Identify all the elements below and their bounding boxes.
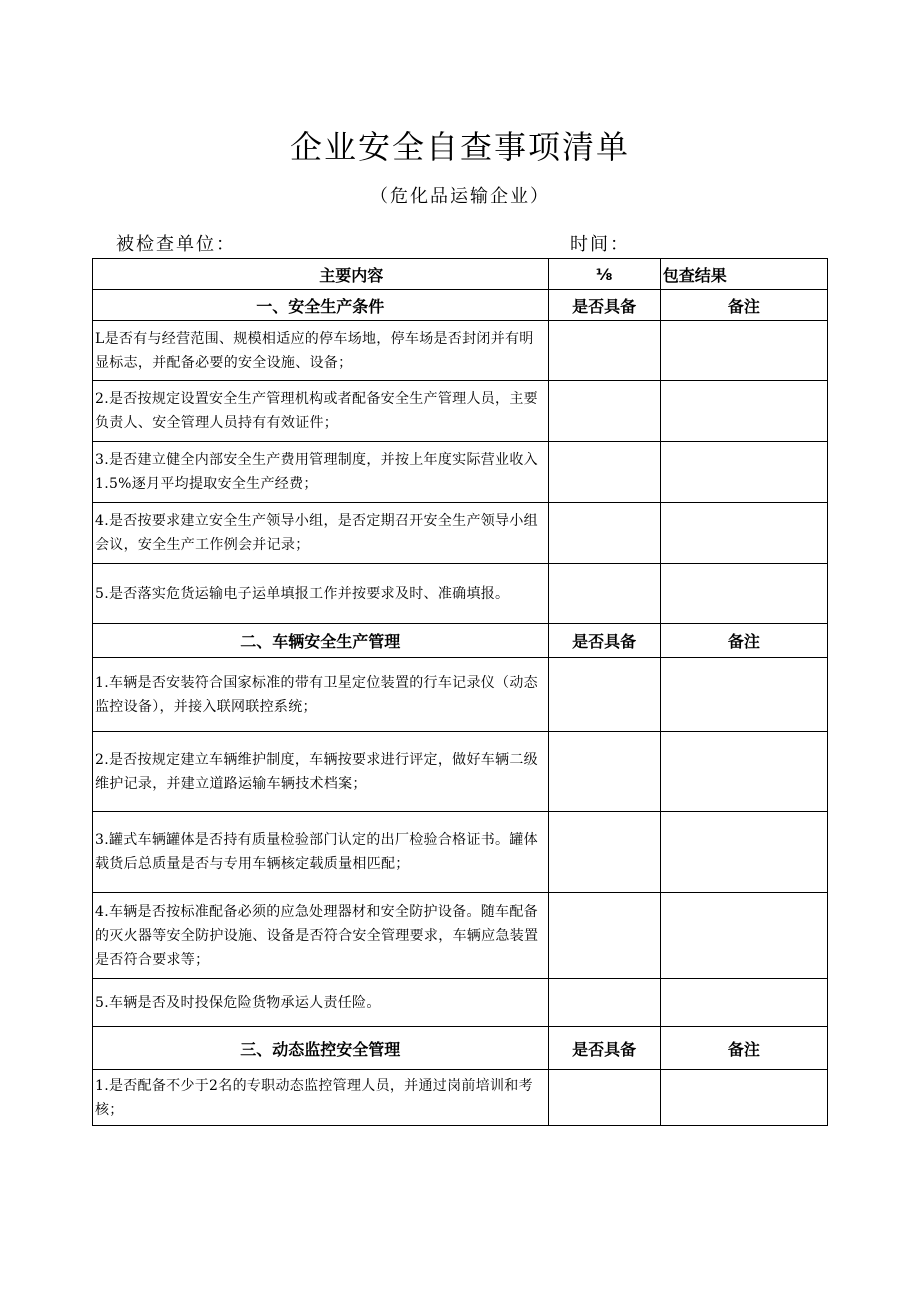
has-cell[interactable] bbox=[548, 381, 660, 442]
table-header-row bbox=[93, 259, 828, 290]
table-row bbox=[93, 321, 828, 381]
has-cell[interactable] bbox=[548, 503, 660, 564]
section-col-has: 是否具备 bbox=[548, 624, 660, 658]
section-col-has: 是否具备 bbox=[548, 1027, 660, 1070]
table-row bbox=[93, 658, 828, 732]
has-cell[interactable] bbox=[548, 979, 660, 1027]
item-text: 5.是否落实危货运输电子运单填报工作并按要求及时、准确填报。 bbox=[93, 564, 549, 624]
header-check-result: 包查结果 bbox=[660, 259, 827, 290]
section-header-row bbox=[93, 290, 828, 321]
note-cell[interactable] bbox=[660, 321, 827, 381]
note-cell[interactable] bbox=[660, 812, 827, 893]
section-col-note: 备注 bbox=[660, 290, 827, 321]
table-row bbox=[93, 503, 828, 564]
item-text: 4.是否按要求建立安全生产领导小组，是否定期召开安全生产领导小组会议，安全生产工作例会并记录； bbox=[93, 503, 549, 564]
has-cell[interactable] bbox=[548, 893, 660, 979]
inspected-unit-label: 被检查单位： bbox=[116, 234, 236, 255]
table-row bbox=[93, 812, 828, 893]
note-cell[interactable] bbox=[660, 564, 827, 624]
item-text: 2.是否按规定建立车辆维护制度，车辆按要求进行评定，做好车辆二级维护记录，并建立道路运输车辆技术档案； bbox=[93, 732, 549, 812]
table-row bbox=[93, 732, 828, 812]
note-cell[interactable] bbox=[660, 979, 827, 1027]
section-title: 三、动态监控安全管理 bbox=[93, 1027, 549, 1070]
has-cell[interactable] bbox=[548, 442, 660, 503]
note-cell[interactable] bbox=[660, 893, 827, 979]
table-row bbox=[93, 442, 828, 503]
item-text: 3.罐式车辆罐体是否持有质量检验部门认定的出厂检验合格证书。罐体载货后总质量是否与专用车辆核定载质量相匹配； bbox=[93, 812, 549, 893]
section-col-has: 是否具备 bbox=[548, 290, 660, 321]
has-cell[interactable] bbox=[548, 658, 660, 732]
header-fraction: ⅛ bbox=[548, 259, 660, 290]
document-subtitle: （危化品运输企业） bbox=[370, 186, 550, 207]
has-cell[interactable] bbox=[548, 321, 660, 381]
document-title: 企业安全自查事项清单 bbox=[289, 128, 630, 166]
section-col-note: 备注 bbox=[660, 624, 827, 658]
section-header-row bbox=[93, 624, 828, 658]
has-cell[interactable] bbox=[548, 1070, 660, 1126]
item-text: 5.车辆是否及时投保危险货物承运人责任险。 bbox=[93, 979, 549, 1027]
section-header-row bbox=[93, 1027, 828, 1070]
header-main-content: 主要内容 bbox=[93, 259, 549, 290]
item-text: 3.是否建立健全内部安全生产费用管理制度，并按上年度实际营业收入1.5%逐月平均提取安全生产经费； bbox=[93, 442, 549, 503]
checklist-table bbox=[92, 258, 828, 1126]
section-col-note: 备注 bbox=[660, 1027, 827, 1070]
note-cell[interactable] bbox=[660, 503, 827, 564]
item-text: L是否有与经营范围、规模相适应的停车场地，停车场是否封闭并有明显标志，并配备必要的安全设施、设备； bbox=[93, 321, 549, 381]
item-text: 4.车辆是否按标准配备必须的应急处理器材和安全防护设备。随车配备的灭火器等安全防护设施、设备是否符合安全管理要求，车辆应急装置是否符合要求等； bbox=[93, 893, 549, 979]
item-text: 1.是否配备不少于2名的专职动态监控管理人员，并通过岗前培训和考核； bbox=[93, 1070, 549, 1126]
section-title: 二、车辆安全生产管理 bbox=[93, 624, 549, 658]
note-cell[interactable] bbox=[660, 732, 827, 812]
table-row bbox=[93, 979, 828, 1027]
item-text: 1.车辆是否安装符合国家标准的带有卫星定位装置的行车记录仪（动态监控设备），并接入联网联控系统； bbox=[93, 658, 549, 732]
has-cell[interactable] bbox=[548, 564, 660, 624]
has-cell[interactable] bbox=[548, 732, 660, 812]
table-row bbox=[93, 1070, 828, 1126]
has-cell[interactable] bbox=[548, 812, 660, 893]
note-cell[interactable] bbox=[660, 442, 827, 503]
note-cell[interactable] bbox=[660, 381, 827, 442]
table-row bbox=[93, 564, 828, 624]
table-row bbox=[93, 381, 828, 442]
note-cell[interactable] bbox=[660, 1070, 827, 1126]
table-row bbox=[93, 893, 828, 979]
section-title: 一、安全生产条件 bbox=[93, 290, 549, 321]
note-cell[interactable] bbox=[660, 658, 827, 732]
time-label: 时间： bbox=[570, 234, 630, 255]
item-text: 2.是否按规定设置安全生产管理机构或者配备安全生产管理人员，主要负责人、安全管理人员持有有效证件； bbox=[93, 381, 549, 442]
